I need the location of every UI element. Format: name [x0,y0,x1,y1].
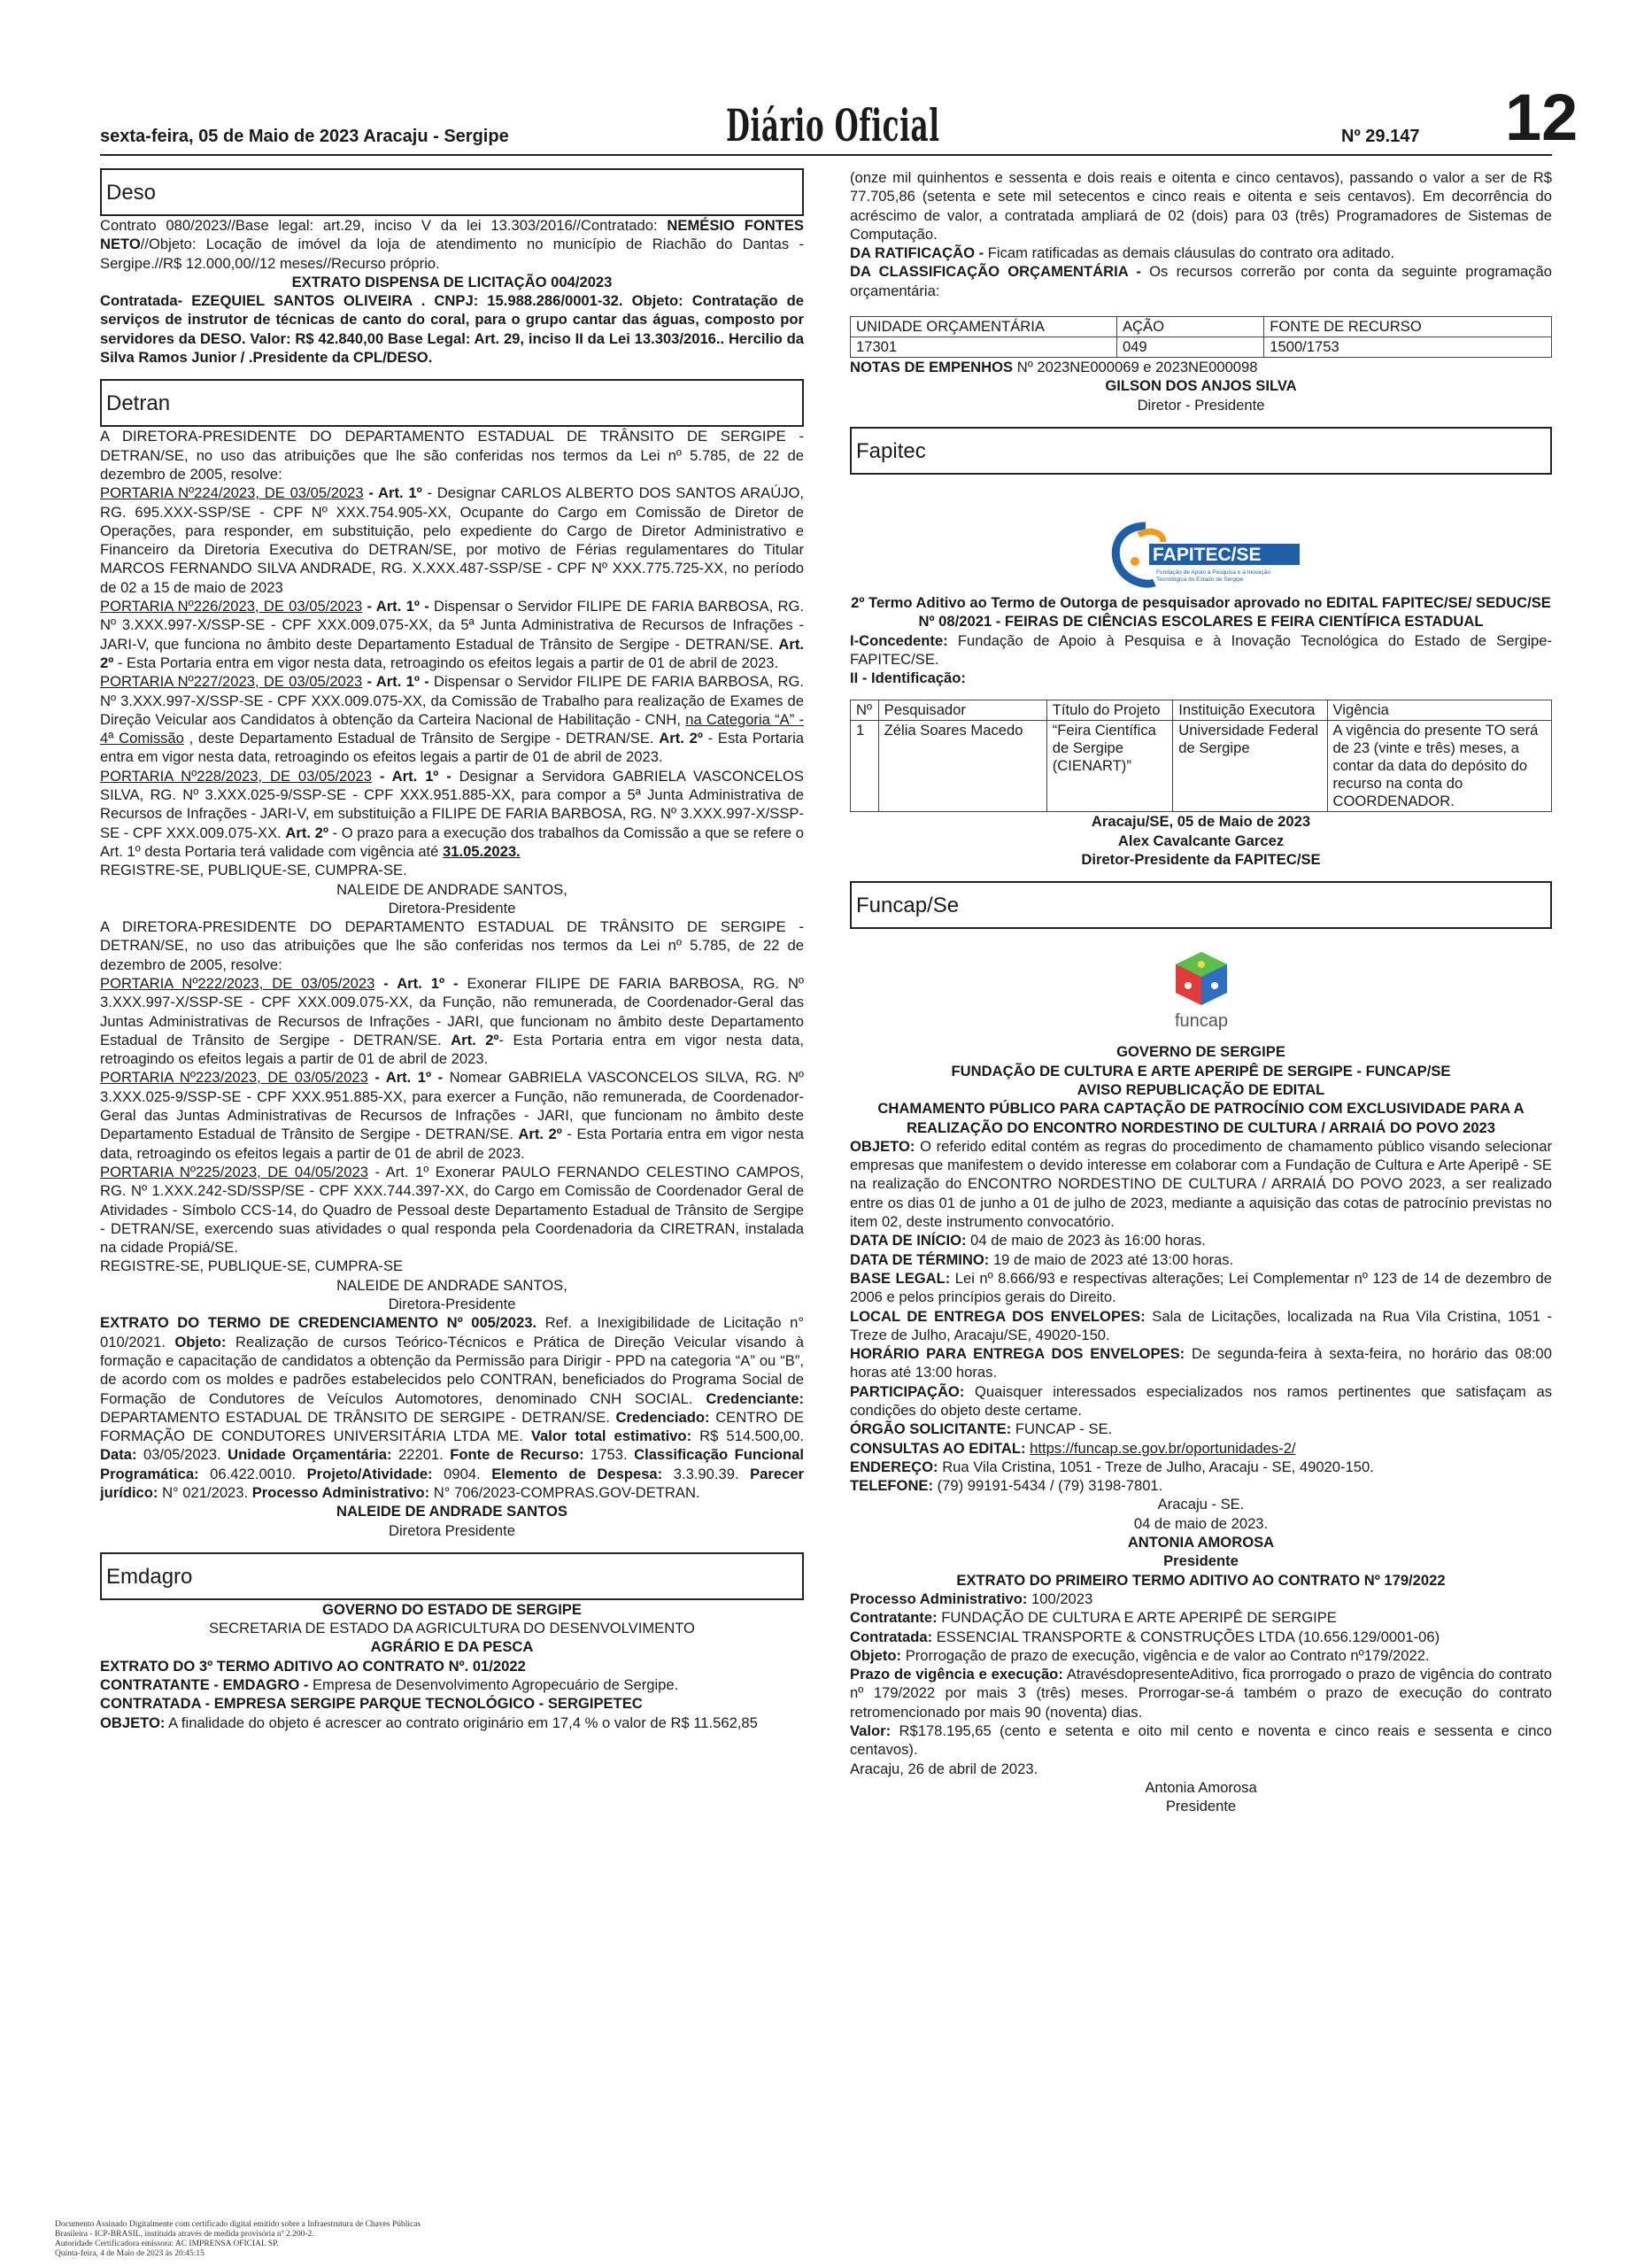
funcap-endereco-text: Rua Vila Cristina, 1051 - Treze de Julho, Aracaju - SE, 49020-150. [938,1458,1374,1475]
funcap-contratante-label: Contratante: [850,1609,938,1627]
table-header-row [851,700,1552,721]
emdagro-agrario: AGRÁRIO E DA PESCA [370,1638,534,1656]
detran-intro-1: A DIRETORA-PRESIDENTE DO DEPARTAMENTO ESTADUAL DE TRÂNSITO DE SERGIPE - DETRAN/SE, no uso das atribuições que lhe são conferidas nos termos da Lei nº 5.785, de 22 de dezembro de 2005, resolve: [100,428,804,483]
detran-sign-3-name: NALEIDE DE ANDRADE SANTOS [336,1503,567,1520]
deso-extrato-title: EXTRATO DISPENSA DE LICITAÇÃO 004/2023 [291,273,613,290]
footer-line: Quinta-feira, 4 de Maio de 2023 às 20:45:15 [55,2249,205,2258]
table-row [851,337,1552,358]
masthead-title: Diário Oficial [726,99,940,151]
portaria-224-art: - Art. 1º [363,484,422,502]
funcap-prazo-label: Prazo de vigência e execução: [850,1666,1063,1683]
emdagro-classificacao [850,262,1552,300]
cred-label-classificacao: Classificação Funcional Programática: [100,1446,804,1482]
section-funcap: Funcap/Se [850,881,1552,929]
header-rule [100,154,1552,156]
funcap-aviso: AVISO REPUBLICAÇÃO DE EDITAL [1077,1080,1325,1098]
footer-line: Autoridade Certificadora emissora: AC IMPRENSA OFICIAL SP. [55,2240,279,2248]
detran-sign-2-name: NALEIDE DE ANDRADE SANTOS, [336,1276,567,1294]
portaria-228-text2: - O prazo para a execução dos trabalhos da Comissão a que se refere o Art. 1º desta Portaria terá validade com vigência até [100,824,804,860]
funcap-endereco-label: ENDEREÇO: [850,1458,938,1475]
funcap-contratante [850,1608,1552,1627]
portaria-224-ref: PORTARIA Nº224/2023, DE 03/05/2023 [100,484,364,502]
portaria-228-art1: - Art. 1º - [371,767,459,785]
table-header-cell: AÇÃO [1116,317,1263,337]
cred-label-objeto: Objeto: [174,1333,227,1350]
cred-ref: Ref. a Inexigibilidade de Licitação n° 010/2021. [100,1314,804,1350]
fapitec-identificacao: II - Identificação: [850,669,966,687]
fapitec-sign-name: Alex Cavalcante Garcez [1117,832,1285,849]
funcap-obj-text: Prorrogação de prazo de execução, vigência e de valor ao Contrato nº179/2022. [901,1646,1430,1664]
cred-projeto: 0904. [432,1465,492,1482]
funcap-processo [850,1590,1552,1608]
funcap-base-legal [850,1269,1552,1307]
cred-label-projeto: Projeto/Atividade: [306,1465,433,1482]
portaria-222-art2: Art. 2º [451,1031,499,1048]
portaria-226-text2: - Esta Portaria entra em vigor nesta data, retroagindo os efeitos legais a partir de 01 de abril de 2023. [113,654,779,671]
section-deso: Deso [100,168,804,216]
funcap-valor [850,1722,1552,1760]
table-cell: 1 [851,721,879,812]
portaria-223-text2: - Esta Portaria entra em vigor nesta data, retroagindo os efeitos legais a partir de 01 de abril de 2023. [100,1126,804,1162]
portaria-226-ref: PORTARIA Nº226/2023, DE 03/05/2023 [100,598,363,615]
table-header-cell: FONTE DE RECURSO [1264,317,1552,337]
portaria-227-category: na Categoria “A” - 4ª Comissão [100,710,804,747]
portaria-228-date: 31.05.2023. [443,842,521,860]
funcap-inicio-text: 04 de maio de 2023 às 16:00 horas. [966,1232,1206,1250]
fapitec-logo-sub1: Fundação de Apoio à Pesquisa e à Inovação [1155,569,1270,576]
funcap-fundacao: FUNDAÇÃO DE CULTURA E ARTE APERIPÊ DE SERGIPE - FUNCAP/SE [951,1062,1451,1079]
table-cell: 17301 [851,337,1117,358]
emdagro-notas-text: Nº 2023NE000069 e 2023NE000098 [1013,359,1258,376]
cred-data: 03/05/2023. [136,1446,228,1464]
portaria-225-text: - Art. 1º Exonerar PAULO FERNANDO CELESTINO CAMPOS, RG. Nº 1.XXX.242-SD/SSP/SE - CPF XXX.744.397-XX, do Cargo em Comissão de Coordenador Geral de Atividades - Símbolo CCS-14, do Quadro de Pessoal deste Departamento Estadual de Trânsito de Sergipe - DETRAN/SE, exercendo suas atividades o qual responda pela Coordenadoria da CIRETRAN, instalada na cidade Propiá/SE. [100,1163,804,1257]
portaria-225-ref: PORTARIA Nº225/2023, DE 04/05/2023 [100,1163,368,1180]
cred-fonte: 1753. [583,1446,635,1464]
emdagro-notas-label: NOTAS DE EMPENHOS [850,359,1014,376]
cred-classificacao: 06.422.0010. [198,1465,307,1482]
portaria-227-art2: Art. 2º [659,730,703,747]
funcap-logo-icon [1153,945,1250,1042]
cred-label-fonte: Fonte de Recurso: [450,1446,584,1464]
cred-label-parecer: Parecer jurídico: [100,1465,805,1501]
portaria-223-art1: - Art. 1º - [367,1069,450,1087]
table-row [851,721,1552,812]
funcap-horario-label: HORÁRIO PARA ENTREGA DOS ENVELOPES: [850,1345,1185,1363]
funcap-objeto-text: O referido edital contém as regras do procedimento de chamamento público visando selecionar empresas que manifestem o devido interesse em colaborar com a Fundação de Cultura e Arte Aperipê - SE na realização do ENCONTRO NORDESTINO DE CULTURA / ARRAIÁ DO POVO 2023, a ser realizado entre os dias 01 de junho a 01 de julho de 2023, mediante a aquisição das cotas de patrocínio previstas no item 02, deste instrumento convocatório. [850,1137,1552,1231]
emdagro-objeto-text: A finalidade do objeto é acrescer ao contrato originário em 17,4 % o valor de R$ 11.562,85 [165,1714,758,1731]
detran-sign-2-role: Diretora-Presidente [388,1296,516,1313]
fapitec-sign-role: Diretor-Presidente da FAPITEC/SE [1081,851,1321,869]
portaria-222-text2: - Esta Portaria entra em vigor nesta data, retroagindo os efeitos legais a partir de 01 de abril de 2023. [100,1031,804,1068]
portaria-223-text1: Nomear GABRIELA VASCONCELOS SILVA, RG. Nº 3.XXX.025-9/SSP-SE - CPF XXX.951.885-XX, para exercer a Função, não remunerada, de Coordenador-Geral das Juntas Administrativas de Recursos de Infrações - JARI, que funcionam no âmbito deste Departamento Estadual de Trânsito de Sergipe - DETRAN/SE. [100,1069,804,1143]
funcap-partic-label: PARTICIPAÇÃO: [850,1382,965,1400]
funcap-prazo [850,1665,1552,1722]
credenciamento-extrato [100,1313,804,1502]
detran-sign-1-name: NALEIDE DE ANDRADE SANTOS, [336,880,567,898]
funcap-prazo-text: AtravésdopresenteAditivo, fica prorrogado o prazo de vigência do contrato nº 179/2022 por mais 3 (três) meses. Prorrogar-se-á também o prazo de execução do contrato retromencionado por mais 90 (noventa) dias. [850,1666,1552,1721]
emdagro-objeto [100,1714,804,1732]
funcap-place: Aracaju - SE. [1157,1496,1245,1513]
portaria-227 [100,672,804,766]
funcap-inicio-label: DATA DE INÍCIO: [850,1232,967,1250]
funcap-telefone [850,1476,1552,1495]
portaria-223 [100,1068,804,1162]
portaria-224 [100,484,804,597]
cred-label-credenciante: Credenciante: [706,1389,804,1407]
cred-unidade: 22201. [391,1446,451,1464]
funcap-sign-2-role: Presidente [1165,1798,1237,1815]
portaria-228 [100,767,804,861]
funcap-sign-2-name: Antonia Amorosa [1145,1778,1257,1796]
cred-title: EXTRATO DO TERMO DE CREDENCIAMENTO Nº 005/2023. [100,1314,537,1332]
fapitec-place-date: Aracaju/SE, 05 de Maio de 2023 [1091,813,1311,831]
emdagro-contratante-text: Empresa de Desenvolvimento Agropecuário de Sergipe. [308,1676,679,1694]
emdagro-class-label: DA CLASSIFICAÇÃO ORÇAMENTÁRIA - [850,263,1141,281]
emdagro-gov: GOVERNO DO ESTADO DE SERGIPE [322,1600,582,1618]
funcap-consultas [850,1439,1552,1458]
table-cell: 049 [1116,337,1263,358]
funcap-obj-label: Objeto: [850,1646,902,1664]
funcap-processo-label: Processo Administrativo: [850,1590,1028,1607]
emdagro-contratante [100,1675,804,1694]
portaria-226 [100,597,804,672]
emdagro-objeto-label: OBJETO: [100,1714,166,1731]
section-emdagro: Emdagro [100,1552,804,1600]
portaria-223-art2: Art. 2º [518,1126,562,1143]
portaria-227-text1: Dispensar o Servidor FILIPE DE FARIA BARBOSA, RG. Nº 3.XXX.997-X/SSP-SE - CPF XXX.009.075-XX, da Comissão de Trabalho para realização de Exames de Direção Veicular aos Candidatos à obtenção da Carteira Nacional de Habilitação - CNH, [100,673,804,728]
deso-contrato-rest: //Objeto: Locação de imóvel da loja de atendimento no município de Riachão do Dantas - Sergipe.//R$ 12.000,00//12 meses//Recurso próprio. [100,236,804,272]
fapitec-title: 2º Termo Aditivo ao Termo de Outorga de pesquisador aprovado no EDITAL FAPITEC/SE/ SEDUC/SE Nº 08/2021 - FEIRAS DE CIÊNCIAS ESCOLARES E FEIRA CIENTÍFICA ESTADUAL [851,593,1551,631]
portaria-228-text1: Designar a Servidora GABRIELA VASCONCELOS SILVA, RG. Nº 3.XXX.025-9/SSP-SE - CPF XXX.951.885-XX, para compor a 5ª Junta Administrativa de Recursos de Infrações - JARI-V, em substituição a FILIPE DE FARIA BARBOSA, RG. Nº 3.XXX.997-X/SSP-SE - CPF XXX.009.075-XX. [100,767,804,841]
digital-signature-note [55,2220,498,2259]
portaria-226-text1: Dispensar o Servidor FILIPE DE FARIA BARBOSA, RG. Nº 3.XXX.997-X/SSP-SE - CPF XXX.009.075-XX, da 5ª Junta Administrativa de Recursos de Infrações - JARI-V, que funciona no âmbito deste Departamento Estadual de Trânsito de Sergipe - DETRAN/SE. [100,598,804,653]
page-number: 12 [1505,81,1579,154]
cred-label-processo: Processo Administrativo: [251,1484,430,1501]
footer-line: Documento Assinado Digitalmente com certificado digital emitido sobre a Infraestrutura de Chaves Públicas [55,2220,421,2229]
funcap-sign-name: ANTONIA AMOROSA [1127,1534,1275,1551]
fapitec-logo [850,514,1552,593]
cred-processo: N° 706/2023-COMPRAS.GOV-DETRAN. [429,1484,700,1501]
cred-label-unidade: Unidade Orçamentária: [228,1446,392,1464]
funcap-contratada-text: ESSENCIAL TRANSPORTE & CONSTRUÇÕES LTDA (10.656.129/0001-06) [932,1628,1440,1645]
cred-label-elemento: Elemento de Despesa: [491,1465,663,1482]
cred-valor: R$ 514.500,00. [691,1428,805,1445]
cred-objeto: Realização de cursos Teórico-Técnicos e Prática de Direção Veicular visando à formação e capacitação de candidatos a obtenção da Permissão para Dirigir - PPD na categoria “A” ou “B”, de acordo com os moldes e padrões estabelecidos pelo CONTRAN, beneficiados do Programa Social de Formação de Condutores de Veículos Automotores, denominado CNH SOCIAL. [100,1333,804,1407]
funcap-objeto [850,1137,1552,1231]
funcap-date: 04 de maio de 2023. [1133,1514,1269,1532]
funcap-endereco [850,1458,1552,1476]
cred-label-valor: Valor total estimativo: [530,1428,692,1445]
funcap-telefone-label: TELEFONE: [850,1477,934,1495]
funcap-edital-link[interactable]: https://funcap.se.gov.br/oportunidades-2/ [1030,1439,1296,1457]
emdagro-class-text: Os recursos correrão por conta da seguinte programação orçamentária: [850,263,1553,299]
funcap-inicio [850,1231,1552,1250]
funcap-contratada-label: Contratada: [850,1628,933,1645]
deso-extrato-body: Contratada- EZEQUIEL SANTOS OLIVEIRA . CNPJ: 15.988.286/0001-32. Objeto: Contratação de serviços de instrutor de técnicas de canto do coral, para o grupo cantar das águas, composto por servidores da DESO. Valor: R$ 42.840,00 Base Legal: Art. 29, inciso II da Lei 13.303/2016.. Hercilio da Silva Ramos Junior / .Presidente da CPL/DESO. [100,292,804,367]
portaria-227-text3: - Esta Portaria entra em vigor nesta data, retroagindo os efeitos legais a partir de 01 de abril de 2023. [100,730,804,766]
funcap-gov: GOVERNO DE SERGIPE [1116,1043,1285,1061]
emdagro-contratante-label: CONTRATANTE - EMDAGRO - [100,1676,309,1694]
fapitec-logo-sub2: Tecnológica do Estado de Sergipe [1155,576,1244,583]
funcap-objeto-label: OBJETO: [850,1137,915,1155]
portaria-227-text2: , deste Departamento Estadual de Trânsito de Sergipe - DETRAN/SE. [183,730,660,747]
fapitec-logo-text: FAPITEC/SE [1152,544,1262,565]
portaria-224-text: - Designar CARLOS ALBERTO DOS SANTOS ARAÚJO, RG. 695.XXX-SSP/SE - CPF Nº XXX.754.905-XX, Ocupante do Cargo em Comissão de Diretor de Operações, para responder, em substituição, pelo expediente do Cargo de Diretor Administrativo e Financeiro da Diretoria Executiva do DETRAN/SE, por motivo de Férias regulamentares do Titular MARCOS FERNANDO SILVA ANDRADE, RG. X.XXX.487-SSP/SE - CPF Nº XXX.775.725-XX, no período de 02 a 15 de maio de 2023 [100,484,804,596]
table-cell: Universidade Federal de Sergipe [1173,721,1327,812]
fapitec-concedente-text: Fundação de Apoio à Pesquisa e à Inovação Tecnológica do Estado de Sergipe- FAPITEC/SE. [850,631,1552,668]
detran-intro-2: A DIRETORA-PRESIDENTE DO DEPARTAMENTO ESTADUAL DE TRÂNSITO DE SERGIPE - DETRAN/SE, no uso das atribuições que lhe são conferidas nos termos da Lei nº 5.785, de 22 de dezembro de 2005, resolve: [100,918,804,973]
portaria-222-text1: Exonerar FILIPE DE FARIA BARBOSA, RG. Nº 3.XXX.997-X/SSP-SE - CPF XXX.009.075-XX, da Função, não remunerada, de Coordenador-Geral das Juntas Administrativas de Recursos de Infrações - JARI, que funcionam no âmbito deste Departamento Estadual de Trânsito de Sergipe - DETRAN/SE. [100,974,804,1048]
right-column [850,168,1552,1816]
funcap-valor-text: R$178.195,65 (cento e setenta e oito mil cento e noventa e cinco reais e sessenta e cinco centavos). [850,1722,1552,1759]
funcap-local-label: LOCAL DE ENTREGA DOS ENVELOPES: [850,1307,1146,1325]
cred-label-credenciado: Credenciado: [615,1408,710,1426]
funcap-orgao [850,1420,1552,1438]
detran-sign-3-role: Diretora Presidente [389,1521,515,1539]
funcap-local [850,1307,1552,1345]
section-detran: Detran [100,379,804,427]
portaria-226-art1: - Art. 1º - [362,598,435,615]
orcamento-table [850,316,1552,358]
portaria-226-art2: Art. 2º [100,635,804,671]
funcap-contratada [850,1628,1552,1646]
funcap-orgao-text: FUNCAP - SE. [1011,1420,1113,1438]
portaria-225 [100,1163,804,1257]
portaria-227-ref: PORTARIA Nº227/2023, DE 03/05/2023 [100,673,363,691]
cred-parecer: N° 021/2023. [158,1484,252,1501]
portaria-228-ref: PORTARIA Nº228/2023, DE 03/05/2023 [100,767,372,785]
table-cell: “Feira Científica de Sergipe (CIENART)” [1046,721,1173,812]
deso-contrato [100,216,804,273]
fapitec-concedente [850,631,1552,669]
funcap-logo-text: funcap [1174,1011,1228,1032]
portaria-223-ref: PORTARIA Nº223/2023, DE 03/05/2023 [100,1069,368,1087]
table-header-cell: Nº [851,700,879,721]
table-header-row [851,317,1552,337]
funcap-contratante-text: FUNDAÇÃO DE CULTURA E ARTE APERIPÊ DE SERGIPE [937,1609,1337,1627]
funcap-participacao [850,1382,1552,1420]
table-cell: A vigência do presente TO será de 23 (vinte e três) meses, a contar da data do depósito do recurso na conta do COORDENADOR. [1327,721,1551,812]
cred-credenciado: CENTRO DE FORMAÇÃO DE CONDUTORES UNIVERSITÁRIA LTDA ME. [100,1408,804,1445]
pesquisador-table [850,700,1552,812]
emdagro-sign-name: GILSON DOS ANJOS SILVA [1105,377,1297,395]
funcap-termino [850,1250,1552,1269]
detran-sign-1-role: Diretora-Presidente [388,899,516,917]
emdagro-contratada: CONTRATADA - EMPRESA SERGIPE PARQUE TECNOLÓGICO - SERGIPETEC [100,1695,643,1713]
funcap-base-label: BASE LEGAL: [850,1269,951,1287]
funcap-consultas-label: CONSULTAS AO EDITAL: [850,1439,1026,1457]
funcap-termino-label: DATA DE TÉRMINO: [850,1250,990,1268]
table-header-cell: Vigência [1327,700,1551,721]
emdagro-secretaria: SECRETARIA DE ESTADO DA AGRICULTURA DO DESENVOLVIMENTO [209,1620,695,1637]
table-cell: Zélia Soares Macedo [878,721,1046,812]
portaria-222-art1: - Art. 1º - [374,974,467,992]
emdagro-extrato: EXTRATO DO 3º TERMO ADITIVO AO CONTRATO Nº. 01/2022 [100,1657,526,1675]
section-fapitec: Fapitec [850,427,1552,475]
funcap-local-text: Sala de Licitações, localizada na Rua Vila Cristina, 1051 - Treze de Julho, Aracaju/SE, 49020-150. [850,1307,1552,1343]
fapitec-logo-icon [1100,514,1303,593]
cred-elemento: 3.3.90.39. [662,1465,751,1482]
table-header-cell: Instituição Executora [1173,700,1327,721]
table-cell: 1500/1753 [1264,337,1552,358]
issue-number: Nº 29.147 [1341,127,1420,146]
funcap-horario-text: De segunda-feira à sexta-feira, no horário das 08:00 horas até 13:00 horas. [850,1345,1553,1381]
funcap-partic-text: Quaisquer interessados especializados nos ramos pertinentes que satisfaçam as condições do objeto deste certame. [850,1382,1552,1419]
issue-date: sexta-feira, 05 de Maio de 2023 Aracaju - Sergipe [100,127,509,146]
funcap-base-text: Lei nº 8.666/93 e respectivas alterações; Lei Complementar nº 123 de 14 de dezembro de 2006 e pelos princípios gerais do Direito. [850,1269,1552,1306]
funcap-date-2: Aracaju, 26 de abril de 2023. [850,1760,1038,1777]
table-header-cell: Pesquisador [878,700,1046,721]
deso-contrato-label: Contrato 080/2023//Base legal: art.29, inciso V da lei 13.303/2016//Contratado: [100,217,668,234]
detran-registre-1: REGISTRE-SE, PUBLIQUE-SE, CUMPRA-SE. [100,862,407,879]
funcap-termino-text: 19 de maio de 2023 até 13:00 horas. [989,1250,1234,1268]
emdagro-objeto-cont: (onze mil quinhentos e sessenta e dois reais e oitenta e cinco centavos), passando o valor a ser de R$ 77.705,86 (setenta e sete mil setecentos e cinco reais e oitenta e seis centavos). Em decorrência do acréscimo de valor, a contratada ampliará de 02 (dois) para 03 (três) Programadores de Sistemas de Computação. [850,169,1552,243]
fapitec-concedente-label: I-Concedente: [850,631,948,649]
funcap-processo-text: 100/2023 [1027,1590,1093,1607]
portaria-222-ref: PORTARIA Nº222/2023, DE 03/05/2023 [100,974,375,992]
portaria-228-art2: Art. 2º [285,824,328,841]
deso-contrato-name: NEMÉSIO FONTES NETO [100,217,804,253]
detran-registre-2: REGISTRE-SE, PUBLIQUE-SE, CUMPRA-SE [100,1257,404,1275]
left-column [100,168,804,1732]
cred-label-data: Data: [100,1446,137,1464]
portaria-222 [100,974,804,1068]
funcap-telefone-text: (79) 99191-5434 / (79) 3198-7801. [933,1477,1163,1495]
emdagro-ratif-text: Ficam ratificadas as demais cláusulas do contrato ora aditado. [984,244,1395,262]
emdagro-ratif-label: DA RATIFICAÇÃO - [850,244,984,262]
funcap-extrato: EXTRATO DO PRIMEIRO TERMO ADITIVO AO CONTRATO Nº 179/2022 [956,1571,1446,1589]
funcap-logo [850,945,1552,1042]
emdagro-notas [850,358,1552,376]
funcap-sign-role: Presidente [1163,1552,1239,1570]
funcap-chamamento: CHAMAMENTO PÚBLICO PARA CAPTAÇÃO DE PATROCÍNIO COM EXCLUSIVIDADE PARA A REALIZAÇÃO DO ENCONTRO NORDESTINO DE CULTURA / ARRAIÁ DO POVO 2023 [877,1100,1525,1136]
emdagro-sign-role: Diretor - Presidente [1137,396,1265,414]
funcap-obj [850,1646,1552,1665]
funcap-orgao-label: ÓRGÃO SOLICITANTE: [850,1420,1012,1438]
emdagro-ratificacao [850,244,1552,262]
table-header-cell: Título do Projeto [1046,700,1173,721]
footer-line: Brasileira - ICP-BRASIL, instituída através de medida provisória nº 2.200-2. [55,2230,314,2239]
cred-credenciante: DEPARTAMENTO ESTADUAL DE TRÂNSITO DE SERGIPE - DETRAN/SE. [100,1408,616,1426]
portaria-227-art1: - Art. 1º - [362,673,435,691]
table-header-cell: UNIDADE ORÇAMENTÁRIA [851,317,1117,337]
funcap-horario [850,1344,1552,1382]
funcap-valor-label: Valor: [850,1722,892,1740]
